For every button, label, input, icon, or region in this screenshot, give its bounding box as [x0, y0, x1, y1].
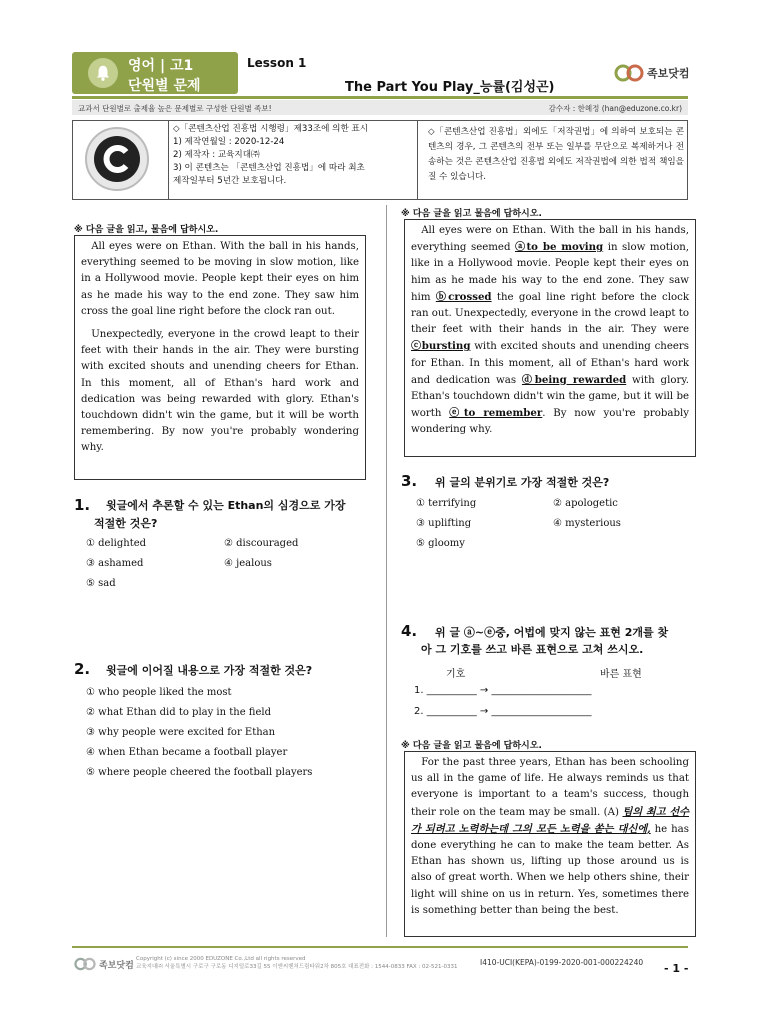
- subtitle-right: 감수자 : 한혜정 (han@eduzone.co.kr): [548, 104, 682, 113]
- q3-option[interactable]: ⑤ gloomy: [416, 538, 465, 549]
- passage2-text: All eyes were on Ethan. With the ball in his hands, everything seemed: [411, 225, 689, 254]
- q1-option[interactable]: ③ ashamed: [86, 558, 144, 569]
- footer-code: I410-UCI(KEPA)-0199-2020-001-000224240: [480, 958, 644, 967]
- page-number: - 1 -: [664, 962, 689, 975]
- passage2-paragraph: [411, 223, 689, 439]
- bell-icon: [88, 58, 118, 88]
- notice-line: 3) 이 콘텐츠는 「콘텐츠산업 진흥법」에 따라 최초: [173, 163, 365, 173]
- footer-address-line: 교육지대㈜ 서울특별시 구로구 구로동 디지털로33길 55 이앤씨벤처드림타워2차 805호 대표전화 : 1544-0833 FAX : 02-521-0331: [136, 964, 458, 970]
- passage2-text: the goal line right before the clock ran out. Unexpectedly, everyone in the crowd leapt to their feet with their hands in the air. They were: [411, 291, 690, 336]
- category-label: 단원별 문제: [128, 78, 201, 94]
- q2-number: 2.: [74, 660, 91, 678]
- footer-logo: 족보닷컴: [74, 956, 134, 972]
- q1-text-b: 적절한 것은?: [94, 517, 158, 530]
- passage3-text: he has done everything he can to make the team better. As Ethan has shown us, lifting up those around us is also of great worth. When we help others shine, their light will shine on us in return. Yes, sometimes there is something better than being the best.: [411, 823, 689, 916]
- q1-option[interactable]: ⑤ sad: [86, 578, 116, 589]
- q4-answer-row[interactable]: 2. __________ → ____________________: [414, 706, 592, 717]
- q4-text-b: 아 그 기호를 쓰고 바른 표현으로 고쳐 쓰시오.: [421, 643, 644, 656]
- copyright-icon: [82, 124, 152, 194]
- q4-answer-row[interactable]: 1. __________ → ____________________: [414, 685, 592, 696]
- subject-grade: 영어 | 고1: [128, 58, 194, 74]
- footer-rule: [72, 946, 688, 948]
- q1-option[interactable]: ① delighted: [86, 538, 147, 549]
- brand-logo-icon: [614, 63, 644, 83]
- q2-option[interactable]: ⑤ where people cheered the football players: [86, 767, 313, 778]
- passage2-text: . By now you're probably wondering why.: [411, 408, 689, 436]
- q3-option[interactable]: ④ mysterious: [553, 518, 621, 529]
- q3-option[interactable]: ② apologetic: [553, 498, 618, 509]
- marker-c: ⓒbursting: [411, 340, 471, 353]
- page-title: The Part You Play_능률(김성곤): [345, 80, 555, 95]
- q4-number: 4.: [401, 622, 418, 640]
- q2-option[interactable]: ④ when Ethan became a football player: [86, 747, 288, 758]
- passage3-instruction: ※ 다음 글을 읽고 물음에 답하시오.: [401, 741, 542, 751]
- notice-line: ◇「콘텐츠산업 진흥법 시행령」제33조에 의한 표시: [173, 124, 369, 134]
- marker-e: ⓔto remember: [449, 407, 543, 420]
- lesson-label: Lesson 1: [247, 56, 307, 70]
- q3-number: 3.: [401, 472, 418, 490]
- passage2-text: with glory. Ethan's touchdown didn't win the game, but it will be worth: [411, 374, 689, 420]
- q4-col-correct: 바른 표현: [600, 669, 642, 680]
- subtitle-bar: [72, 100, 688, 115]
- passage1-paragraph1: All eyes were on Ethan. With the ball in his hands, everything seemed to be moving in slow motion, like in a Hollywood movie. People kept their eyes on him as he made his way to the end zone. They saw him cross the goal line right before the clock ran out.: [81, 241, 359, 317]
- q2-option[interactable]: ③ why people were excited for Ethan: [86, 727, 276, 738]
- footer-logo-icon: [74, 956, 96, 972]
- q2-option[interactable]: ② what Ethan did to play in the field: [86, 707, 271, 718]
- subtitle-left: 교과서 단원별로 출제율 높은 문제별로 구성한 단원별 족보!: [78, 104, 272, 113]
- q4-text-a: 위 글 ⓐ~ⓔ중, 어법에 맞지 않는 표현 2개를 찾: [435, 626, 669, 639]
- passage2-text: with excited shouts and unending cheers for Ethan. In this moment, all of Ethan's hard work and dedication was: [411, 341, 689, 386]
- q4-col-symbol: 기호: [446, 669, 466, 680]
- q1-option[interactable]: ④ jealous: [224, 558, 272, 569]
- q2-text: 윗글에 이어질 내용으로 가장 적절한 것은?: [106, 664, 313, 677]
- q3-option[interactable]: ① terrifying: [416, 498, 477, 509]
- passage3-box: [404, 751, 696, 937]
- passage2-box: [404, 219, 696, 457]
- passage1-instruction: ※ 다음 글을 읽고, 물음에 답하시오.: [74, 225, 219, 235]
- q2-option[interactable]: ① who people liked the most: [86, 687, 232, 698]
- marker-a: ⓐto be moving: [515, 241, 604, 254]
- q3-option[interactable]: ③ uplifting: [416, 518, 472, 529]
- footer-copyright: [136, 955, 458, 971]
- notice-line: 제작일부터 5년간 보호됩니다.: [173, 176, 287, 186]
- passage2-text: in slow motion, like in a Hollywood movie. People kept their eyes on him as he made his way to the end zone. They saw him: [411, 242, 690, 303]
- column-divider: [386, 205, 387, 937]
- notice-line: 1) 제작연월일 : 2020-12-24: [173, 137, 285, 147]
- notice-right: ◇「콘텐츠산업 진흥법」외에도「저작권법」에 의하여 보호되는 콘텐츠의 경우, 그 콘텐츠의 전부 또는 일부를 무단으로 복제하거나 전송하는 것은 콘텐츠산업 진흥법 외에도 저작권법에 의한 법적 책임을 질 수 있습니다.: [428, 127, 684, 182]
- passage1-box: [74, 235, 366, 480]
- passage1-paragraph2: Unexpectedly, everyone in the crowd leapt to their feet with their hands in the air. They were bursting with excited shouts and unending cheers for Ethan. In this moment, all of Ethan's hard work and dedication was being rewarded with glory. Ethan's touchdown didn't win the game, but it will be worth remembering. By now you're probably wondering why.: [81, 329, 359, 454]
- marker-b: ⓑcrossed: [435, 290, 492, 303]
- q3-text: 위 글의 분위기로 가장 적절한 것은?: [435, 476, 610, 489]
- passage2-instruction: ※ 다음 글을 읽고 물음에 답하시오.: [401, 209, 542, 219]
- notice-line: 2) 제작자 : 교육지대㈜: [173, 150, 260, 160]
- passage3-underlined-a: 팀의 최고 선수가 되려고 노력하는데 그의 모든 노력을 쏟는 대신에,: [411, 805, 689, 835]
- header-rule: [72, 96, 688, 99]
- q1-text-a: 윗글에서 추론할 수 있는 Ethan의 심경으로 가장: [106, 499, 346, 512]
- q1-number: 1.: [74, 496, 91, 514]
- footer-copyright-line: Copyright (c) since 2000 EDUZONE Co.,Ltd all rights reserved: [136, 956, 306, 962]
- q1-option[interactable]: ② discouraged: [224, 538, 299, 549]
- passage3-paragraph: [411, 755, 689, 919]
- brand-logo: 족보닷컴: [614, 63, 690, 83]
- passage3-text: For the past three years, Ethan has been schooling us all in the game of life. He always reminds us that everyone is important to a team's success, though their role on the team may be small. (A): [411, 757, 689, 818]
- notice-left: [168, 120, 418, 200]
- marker-d: ⓓbeing rewarded: [521, 373, 627, 386]
